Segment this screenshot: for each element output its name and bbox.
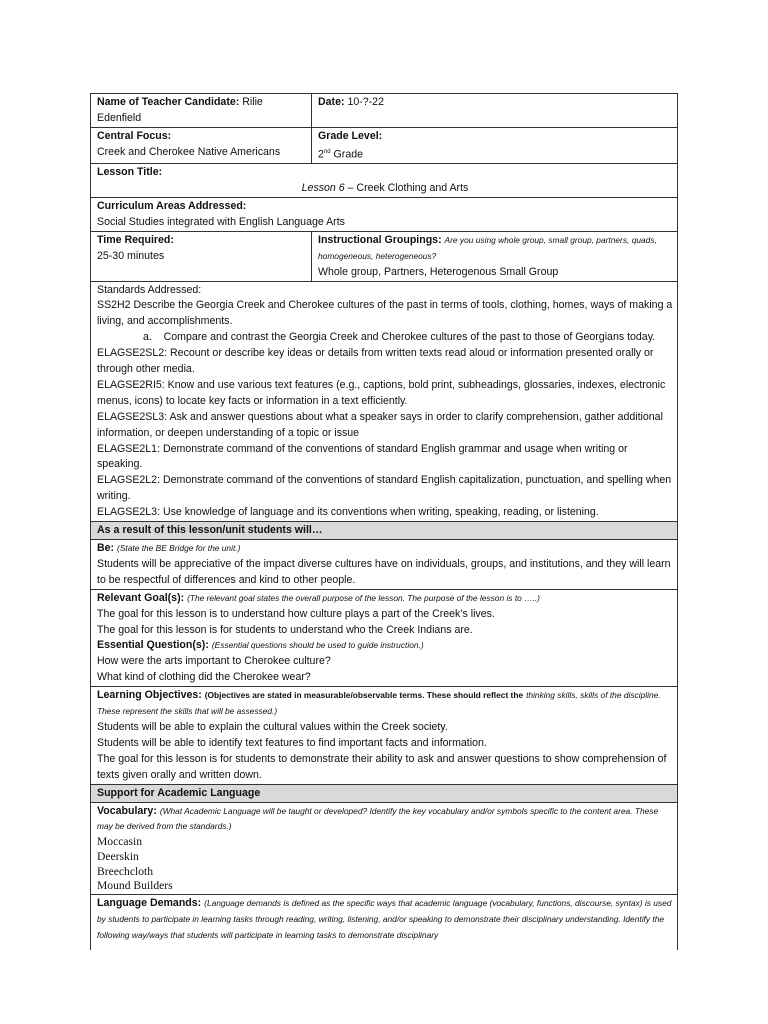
teacher-value: Rilie Edenfield <box>97 96 263 124</box>
curriculum-label: Curriculum Areas Addressed: <box>97 199 247 212</box>
grade-word: Grade <box>333 148 363 161</box>
eq-line: What kind of clothing did the Cherokee wear? <box>97 671 311 684</box>
standard-item: ELAGSE2SL3: Ask and answer questions about what a speaker says in order to clarify comprehension, gather additional information, or deepen understanding of a topic or issue <box>97 410 663 439</box>
goals-label: Relevant Goal(s): <box>97 591 185 604</box>
teacher-label: Name of Teacher Candidate: <box>97 96 240 108</box>
goals-cell <box>91 589 678 686</box>
sub-marker: a. <box>143 331 152 344</box>
demands-label: Language Demands: <box>97 896 202 909</box>
objectives-hint-bold: (Objectives are stated in measurable/observable terms. These should reflect the <box>204 690 524 701</box>
be-label: Be: <box>97 542 115 554</box>
objectives-hint-italic: thinking skills, skills of the discipline. These represent the skills that will be assessed.) <box>97 690 661 717</box>
row-lesson-title <box>91 164 678 198</box>
lesson-number: Lesson 6 <box>301 182 345 195</box>
lesson-title-cell <box>91 164 678 198</box>
row-objectives <box>91 687 678 784</box>
curriculum-cell <box>91 197 678 231</box>
language-demands-cell <box>91 894 678 950</box>
grade-label: Grade Level: <box>318 129 383 142</box>
goal-line: The goal for this lesson is to understand how culture plays a part of the Creek’s lives. <box>97 607 495 620</box>
lesson-name: – Creek Clothing and Arts <box>344 182 469 195</box>
focus-label: Central Focus: <box>97 129 172 142</box>
curriculum-value: Social Studies integrated with English Language Arts <box>97 215 345 228</box>
grade-cell <box>312 127 678 163</box>
row-standards <box>91 281 678 522</box>
row-curriculum <box>91 197 678 231</box>
row-time-groupings <box>91 231 678 281</box>
lesson-plan <box>90 93 678 950</box>
time-label: Time Required: <box>97 233 174 246</box>
teacher-cell <box>91 94 312 128</box>
row-focus-grade <box>91 127 678 163</box>
goals-hint: (The relevant goal states the overall purpose of the lesson. The purpose of the lesson is to …..) <box>187 592 540 603</box>
be-hint: (State the BE Bridge for the unit.) <box>117 543 241 553</box>
objectives-cell <box>91 687 678 784</box>
standards-cell <box>91 281 678 522</box>
groupings-label: Instructional Groupings: <box>318 233 442 246</box>
lesson-title-label: Lesson Title: <box>97 166 163 179</box>
standard-ss2h2-a <box>97 330 673 346</box>
sub-text: Compare and contrast the Georgia Creek and Cherokee cultures of the past to those of Georgians today. <box>163 331 656 344</box>
groupings-value: Whole group, Partners, Heterogenous Small Group <box>318 265 559 278</box>
groupings-cell <box>312 231 678 281</box>
be-text: Students will be appreciative of the impact diverse cultures have on individuals, groups, and institutions, and they will learn to be respectful of differences and kind to other people. <box>97 557 671 586</box>
lesson-plan-table <box>90 93 678 950</box>
focus-value: Creek and Cherokee Native Americans <box>97 145 281 158</box>
date-value: 10-?-22 <box>347 96 384 108</box>
eq-line: How were the arts important to Cherokee culture? <box>97 655 331 668</box>
date-cell <box>312 94 678 128</box>
time-value: 25-30 minutes <box>97 249 165 262</box>
vocabulary-cell <box>91 802 678 894</box>
vocab-word: Deerskin <box>97 849 139 863</box>
eq-label: Essential Question(s): <box>97 639 209 652</box>
objective-line: Students will be able to explain the cultural values within the Creek society. <box>97 720 448 733</box>
standards-heading: Standards Addressed: <box>97 283 202 296</box>
groupings-hint: Are you using whole group, small group, partners, quads, homogeneous, heterogeneous? <box>318 234 657 261</box>
time-cell <box>91 231 312 281</box>
standard-item: ELAGSE2L2: Demonstrate command of the conventions of standard English capitalization, punctuation, and spelling when writing. <box>97 474 672 503</box>
row-result-heading <box>91 522 678 540</box>
vocab-word: Mound Builders <box>97 879 173 893</box>
grade-suffix: nd <box>323 148 331 155</box>
vocab-hint: (What Academic Language will be taught or developed? Identify the key vocabulary and/or symbols specific to the content area. These may be derived from the standards.) <box>97 805 659 832</box>
focus-cell <box>91 127 312 163</box>
row-be <box>91 540 678 590</box>
objectives-label: Learning Objectives: <box>97 689 202 702</box>
vocab-word: Breechcloth <box>97 864 154 878</box>
row-goals <box>91 589 678 686</box>
date-label: Date: <box>318 96 345 108</box>
vocab-word: Moccasin <box>97 835 143 849</box>
result-heading: As a result of this lesson/unit students will… <box>91 522 678 540</box>
standard-ss2h2: SS2H2 Describe the Georgia Creek and Cherokee cultures of the past in terms of tools, clothing, homes, ways of making a living, and accomplishments. <box>97 299 673 328</box>
goal-line: The goal for this lesson is for students to understand who the Creek Indians are. <box>97 623 473 636</box>
row-teacher-date <box>91 94 678 128</box>
vocab-label: Vocabulary: <box>97 804 157 817</box>
be-cell <box>91 540 678 590</box>
grade-number: 2 <box>318 148 324 161</box>
lesson-title-value <box>97 181 673 197</box>
row-language-demands <box>91 894 678 950</box>
standard-item: ELAGSE2RI5: Know and use various text features (e.g., captions, bold print, subheadings, glossaries, indexes, electronic menus, icons) to locate key facts or information in a text efficiently. <box>97 378 666 407</box>
eq-hint: (Essential questions should be used to guide instruction.) <box>211 640 424 651</box>
row-vocabulary <box>91 802 678 894</box>
standard-item: ELAGSE2L3: Use knowledge of language and its conventions when writing, speaking, reading, or listening. <box>97 506 599 519</box>
academic-heading: Support for Academic Language <box>91 784 678 802</box>
standard-item: ELAGSE2L1: Demonstrate command of the conventions of standard English grammar and usage when writing or speaking. <box>97 442 628 471</box>
objective-line: Students will be able to identify text features to find important facts and information. <box>97 736 487 749</box>
grade-value <box>318 145 673 163</box>
demands-hint: (Language demands is defined as the specific ways that academic language (vocabulary, functions, discourse, syntax) is used by students to participate in learning tasks through reading, writing, listening, and/or speaking to demonstrate their disciplinary understanding. Identify the following way/ways that students will participate in learning tasks to demonstrate disciplinary <box>97 897 672 940</box>
objective-line: The goal for this lesson is for students to demonstrate their ability to ask and answer questions to show comprehension of texts given orally and written down. <box>97 752 667 781</box>
row-academic-heading <box>91 784 678 802</box>
standard-item: ELAGSE2SL2: Recount or describe key ideas or details from written texts read aloud or information presented orally or through other media. <box>97 347 654 376</box>
